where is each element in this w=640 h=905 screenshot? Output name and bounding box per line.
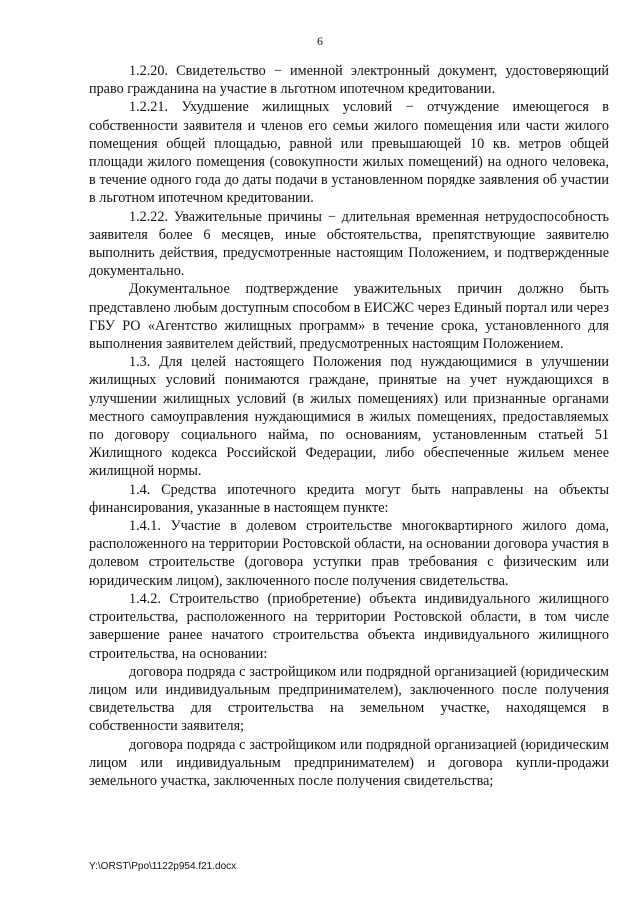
paragraph-1-4-2: 1.4.2. Строительство (приобретение) объекта индивидуального жилищного строительства, расположенного на территории Ростовской области, в том числе завершение ранее начатого строительства объекта индивидуального жилищного строительства, на основании: <box>89 590 609 662</box>
paragraph-contract-purchase-land: договора подряда с застройщиком или подрядной организацией (юридическим лицом или индивидуальным предпринимателем) и договора купли-продажи земельного участка, заключенных после получения свидетельства; <box>89 736 609 789</box>
paragraph-documentary-confirmation: Документальное подтверждение уважительных причин должно быть представлено любым доступным способом в ЕИСЖС через Единый портал или через ГБУ РО «Агентство жилищных программ» в течение срока, установленного для выполнения заявителем действий, предусмотренных настоящим Положением. <box>89 281 609 353</box>
page-number: 6 <box>317 34 323 48</box>
paragraph-1-4-1: 1.4.1. Участие в долевом строительстве многоквартирного жилого дома, расположенного на территории Ростовской области, на основании договора участия в долевом строительстве (договора уступки прав требования с физическим или юридическим лицом), заключенного после получения свидетельства. <box>89 518 609 589</box>
paragraph-1-2-21: 1.2.21. Ухудшение жилищных условий − отчуждение имеющегося в собственности заявителя и членов его семьи жилого помещения или части жилого помещения общей площадью, равной или превышающей 10 кв. метров общей площади жилого помещения (совокупности жилых помещений) на одного человека, в течение одного года до даты подачи в установленном порядке заявления об участии в льготном ипотечном кредитовании. <box>89 99 609 207</box>
document-body <box>89 62 609 790</box>
paragraph-1-3: 1.3. Для целей настоящего Положения под нуждающимися в улучшении жилищных условий понимаются граждане, принятые на учет нуждающихся в улучшении жилищных условий (в жилых помещениях) или признанные органами местного самоуправления нуждающимися в жилых помещениях, предоставляемых по договору социального найма, по основаниям, установленным статьей 51 Жилищного кодекса Российской Федерации, либо обеспеченные жильем менее жилищной нормы. <box>89 354 609 480</box>
paragraph-contract-own-land: договора подряда с застройщиком или подрядной организацией (юридическим лицом или индивидуальным предпринимателем), заключенного после получения свидетельства для строительства на земельном участке, находящемся в собственности заявителя; <box>89 663 609 735</box>
paragraph-1-4: 1.4. Средства ипотечного кредита могут быть направлены на объекты финансирования, указанные в настоящем пункте: <box>89 481 609 516</box>
paragraph-1-2-22: 1.2.22. Уважительные причины − длительная временная нетрудоспособность заявителя более 6 месяцев, иные обстоятельства, препятствующие заявителю выполнить действия, предусмотренные настоящим Положением, и подтвержденные документально. <box>89 208 609 280</box>
footer-file-path: Y:\ORST\Ppo\1122p954.f21.docx <box>89 861 237 872</box>
paragraph-1-2-20: 1.2.20. Свидетельство − именной электронный документ, удостоверяющий право гражданина на участие в льготном ипотечном кредитовании. <box>89 63 609 98</box>
